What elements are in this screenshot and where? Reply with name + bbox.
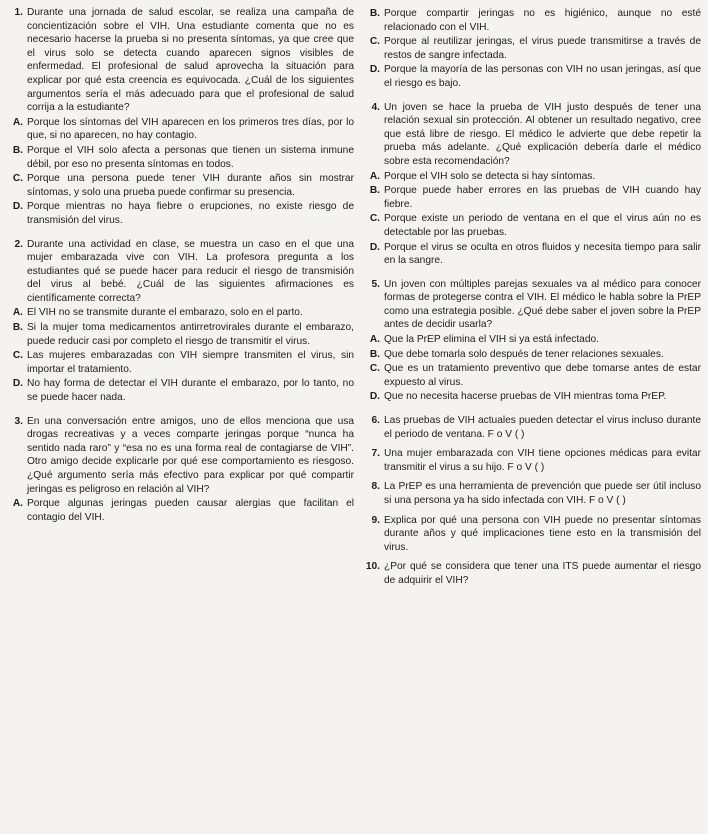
question-1: [8, 6, 354, 228]
question-2: [8, 238, 354, 405]
option: [365, 170, 701, 184]
question-text: Durante una actividad en clase, se muestra un caso en el que una mujer embarazada vive con VIH. La profesora pregunta a los estudiantes qué se puede hacer para reducir el riesgo de transmisión del virus al bebé. ¿Cuál de las siguientes afirmaciones es científicamente correcta?: [27, 238, 354, 304]
question-number: 3.: [14, 415, 23, 427]
question-number: 4.: [371, 101, 380, 113]
option: [365, 63, 701, 90]
option: [365, 184, 701, 211]
option-text: Porque el virus se oculta en otros fluidos y necesita tiempo para salir en la sangre.: [384, 241, 701, 267]
option-letter: A.: [12, 116, 23, 128]
option-text: Porque existe un periodo de ventana en el que el virus aún no es detectable por las pruebas.: [384, 213, 701, 238]
option-letter: B.: [12, 144, 23, 156]
option-letter: D.: [12, 378, 23, 390]
option-text: Si la mujer toma medicamentos antirretrovirales durante el embarazo, puede reducir casi por completo el riesgo de transmitir el virus.: [27, 322, 354, 347]
option-text: Que es un tratamiento preventivo que debe tomarse antes de estar expuesto al virus.: [384, 363, 701, 388]
option-letter: A.: [369, 334, 380, 346]
option: [365, 390, 701, 404]
option-text: Porque el VIH solo afecta a personas que tienen un sistema inmune débil, por eso no presenta síntomas en todos.: [27, 144, 354, 170]
option-text: No hay forma de detectar el VIH durante el embarazo, por lo tanto, no se puede hacer nada.: [27, 378, 354, 404]
option-text: Porque compartir jeringas no es higiénico, aunque no esté relacionado con el VIH.: [384, 8, 701, 33]
option: [8, 321, 354, 348]
question-6: [365, 414, 701, 441]
option: [365, 7, 701, 34]
option-letter: C.: [12, 173, 23, 185]
option: [365, 212, 701, 239]
option: [8, 144, 354, 171]
option: [365, 241, 701, 268]
question-text: Explica por qué una persona con VIH puede no presentar síntomas durante años y qué implicaciones tiene esto en la transmisión del virus.: [384, 514, 701, 553]
option-letter: D.: [369, 64, 380, 76]
option-text: Porque algunas jeringas pueden causar alergias que facilitan el contagio del VIH.: [27, 498, 354, 523]
option-letter: A.: [12, 307, 23, 319]
option-letter: B.: [369, 348, 380, 360]
option-text: Las mujeres embarazadas con VIH siempre transmiten el virus, sin importar el tratamiento.: [27, 350, 354, 375]
question-text: Una mujer embarazada con VIH tiene opciones médicas para evitar transmitir el virus a su hijo. F o V ( ): [384, 448, 701, 473]
option-letter: C.: [369, 213, 380, 225]
option-letter: C.: [369, 363, 380, 375]
question-text: La PrEP es una herramienta de prevención que puede ser útil incluso si una persona ya ha sido infectada con VIH. F o V ( ): [384, 481, 701, 506]
question-number: 8.: [371, 481, 380, 493]
option: [8, 306, 354, 320]
option: [365, 333, 701, 347]
option-text: Porque al reutilizar jeringas, el virus puede transmitirse a través de restos de sangre infectada.: [384, 36, 701, 61]
question-text: Un joven se hace la prueba de VIH justo después de tener una relación sexual sin protección. Al obtener un resultado negativo, cree que está libre de riesgo. El médico le advierte que debe repetir la prueba más adelante. ¿Qué explicación debería darle el médico sobre esta recomendación?: [384, 101, 701, 167]
left-column: [8, 6, 354, 534]
question-number: 5.: [371, 278, 380, 290]
question-number: 1.: [14, 7, 23, 18]
question-text: Un joven con múltiples parejas sexuales va al médico para conocer formas de protegerse contra el VIH. El médico le habla sobre la PrEP como una estrategia posible. ¿Qué debe saber el joven sobre la PrEP antes de decidir usarla?: [384, 278, 701, 331]
question-10: [365, 560, 701, 587]
option-letter: C.: [12, 350, 23, 362]
question-9: [365, 514, 701, 555]
right-column: [365, 6, 701, 594]
option: [365, 362, 701, 389]
question-3-continued: [365, 7, 701, 91]
question-8: [365, 480, 701, 507]
option-text: Porque los síntomas del VIH aparecen en los primeros tres días, por lo que, si no aparecen, no hay contagio.: [27, 116, 354, 142]
option: [8, 349, 354, 376]
option-letter: C.: [369, 36, 380, 48]
question-7: [365, 447, 701, 474]
option: [8, 172, 354, 199]
option-text: Que no necesita hacerse pruebas de VIH mientras toma PrEP.: [384, 391, 667, 403]
option-letter: A.: [369, 170, 380, 182]
option-text: El VIH no se transmite durante el embarazo, solo en el parto.: [27, 307, 303, 319]
question-number: 6.: [371, 415, 380, 427]
option: [8, 116, 354, 143]
option-text: Porque el VIH solo se detecta si hay síntomas.: [384, 170, 596, 182]
question-3: [8, 415, 354, 525]
question-text: ¿Por qué se considera que tener una ITS puede aumentar el riesgo de adquirir el VIH?: [384, 561, 701, 586]
question-text: Las pruebas de VIH actuales pueden detectar el virus incluso durante el periodo de ventana. F o V ( ): [384, 415, 701, 440]
option-letter: B.: [369, 185, 380, 197]
question-number: 2.: [14, 238, 23, 250]
question-5: [365, 278, 701, 404]
option-text: Porque puede haber errores en las pruebas de VIH cuando hay fiebre.: [384, 185, 701, 210]
option: [8, 377, 354, 404]
option-text: Porque una persona puede tener VIH durante años sin mostrar síntomas, y solo una prueba puede confirmar su presencia.: [27, 173, 354, 198]
option-text: Que la PrEP elimina el VIH si ya está infectado.: [384, 334, 599, 346]
question-number: 10.: [365, 561, 380, 573]
option-text: Porque mientras no haya fiebre o erupciones, no existe riesgo de transmisión del virus.: [27, 201, 354, 226]
question-text: Durante una jornada de salud escolar, se realiza una campaña de concientización sobre el VIH. Una estudiante comenta que no es necesario hacerse la prueba si no presenta síntomas, ya que cree que el virus solo se detecta cuando aparecen signos visibles de enfermedad. El profesional de salud aprovecha la situación para explicar por qué esta creencia es equivocada. ¿Cuál de los siguientes argumentos sería el más adecuado para que el profesional de salud corrija a la estudiante?: [27, 7, 354, 114]
question-number: 7.: [371, 448, 380, 460]
option: [365, 35, 701, 62]
option-letter: B.: [369, 8, 380, 19]
question-number: 9.: [371, 514, 380, 526]
option-letter: A.: [12, 498, 23, 510]
option-text: Que debe tomarla solo después de tener relaciones sexuales.: [384, 348, 664, 360]
question-text: En una conversación entre amigos, uno de ellos menciona que usa drogas recreativas y a veces comparte jeringas porque “nunca ha sentido nada raro” y “esa no es una forma real de contagiarse de VIH”. Otro amigo decide explicarle por qué ese comportamiento es riesgoso. ¿Qué argumento sería más efectivo para explicar por qué compartir jeringas es peligroso en relación al VIH?: [27, 415, 354, 495]
option-letter: B.: [12, 322, 23, 334]
option: [365, 348, 701, 362]
option: [8, 497, 354, 524]
option-text: Porque la mayoría de las personas con VIH no usan jeringas, así que el riesgo es bajo.: [384, 64, 701, 89]
option: [8, 200, 354, 227]
option-letter: D.: [12, 201, 23, 213]
option-letter: D.: [369, 241, 380, 253]
option-letter: D.: [369, 391, 380, 403]
question-4: [365, 101, 701, 268]
